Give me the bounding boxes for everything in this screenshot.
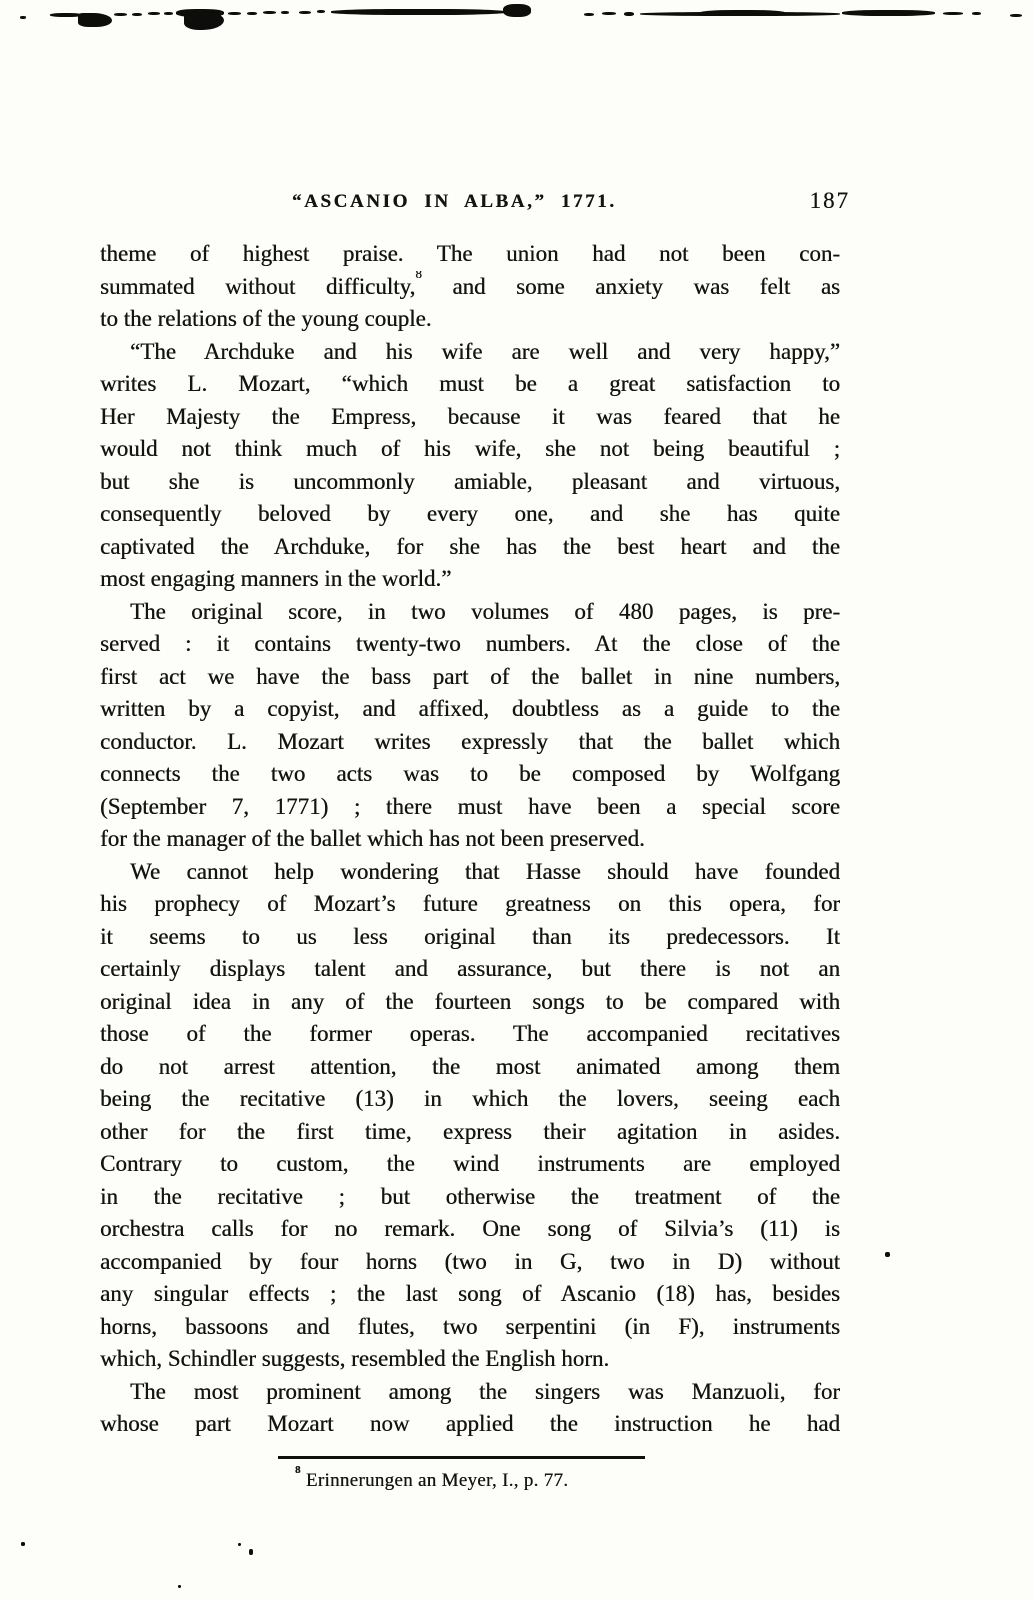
text-line: which, Schindler suggests, resembled the English horn.: [100, 1346, 610, 1371]
text-line: consequently beloved by every one, and she has quite: [100, 501, 840, 526]
text-line: would not think much of his wife, she not being beautiful ;: [100, 436, 840, 461]
footnote: [295, 1463, 715, 1492]
text-line: written by a copyist, and affixed, doubtless as a guide to the: [100, 696, 840, 721]
scan-artifact-mark: [20, 16, 26, 19]
text-line: but she is uncommonly amiable, pleasant and virtuous,: [100, 468, 840, 494]
scan-artifact-mark: [624, 12, 634, 16]
running-header: [100, 188, 850, 222]
text-line: The most prominent among the singers was Manzuoli, for: [130, 1378, 840, 1404]
ink-speck: [249, 1549, 253, 1555]
text-line: it seems to us less original than its predecessors. It: [100, 923, 840, 949]
text-line: most engaging manners in the world.”: [100, 566, 452, 591]
text-line: for the manager of the ballet which has not been preserved.: [100, 826, 645, 851]
scan-artifact-mark: [317, 10, 325, 13]
page-number: 187: [809, 188, 850, 213]
text-line: to the relations of the young couple.: [100, 306, 432, 331]
footnote-rule: [278, 1456, 645, 1459]
scan-artifact-mark: [281, 11, 289, 14]
text-line: any singular effects ; the last song of Ascanio (18) has, besides: [100, 1281, 840, 1306]
paragraph: [100, 238, 840, 336]
text-line: first act we have the bass part of the ballet in nine numbers,: [100, 663, 840, 689]
text-line: conductor. L. Mozart writes expressly that the ballet which: [100, 728, 840, 754]
body-text: [100, 238, 840, 1441]
scan-artifact-mark: [148, 12, 160, 15]
text-line: theme of highest praise. The union had not been con-: [100, 241, 840, 266]
scan-artifact-mark: [114, 13, 127, 16]
footnote-text: Erinnerungen an Meyer, I., p. 77.: [305, 1470, 569, 1491]
ink-speck: [178, 1585, 181, 1588]
scan-artifact-mark: [247, 12, 257, 15]
text-line: whose part Mozart now applied the instruction he had: [100, 1411, 840, 1436]
paragraph: [100, 336, 840, 596]
scan-artifact-mark: [164, 12, 173, 15]
text-line: orchestra calls for no remark. One song of Silvia’s (11) is: [100, 1216, 840, 1241]
text-line: “The Archduke and his wife are well and very happy,”: [130, 338, 840, 364]
text-line: served : it contains twenty-two numbers. At the close of the: [100, 631, 840, 656]
text-line: connects the two acts was to be composed by Wolfgang: [100, 761, 840, 786]
scan-artifact-mark: [1010, 14, 1022, 17]
scan-artifact-mark: [263, 11, 276, 14]
footnote-marker: 8: [295, 1463, 301, 1476]
paragraph: [100, 856, 840, 1376]
text-line: captivated the Archduke, for she has the best heart and the: [100, 533, 840, 559]
scan-artifact-mark: [842, 10, 935, 16]
scan-artifact-mark: [503, 4, 531, 17]
text-line: original idea in any of the fourteen songs to be compared with: [100, 988, 840, 1014]
text-line: writes L. Mozart, “which must be a great satisfaction to: [100, 371, 840, 396]
text-line: in the recitative ; but otherwise the treatment of the: [100, 1183, 840, 1209]
text-line: being the recitative (13) in which the lovers, seeing each: [100, 1086, 840, 1111]
text-line: (September 7, 1771) ; there must have been a special score: [100, 793, 840, 819]
scan-artifact-mark: [299, 11, 311, 14]
scan-artifact-mark: [184, 12, 224, 30]
ink-speck: [21, 1542, 25, 1546]
text-line: those of the former operas. The accompanied recitatives: [100, 1021, 840, 1046]
scan-artifact-mark: [331, 9, 505, 15]
text-line: We cannot help wondering that Hasse should have founded: [130, 858, 840, 884]
scan-artifact-mark: [78, 13, 112, 27]
footnote-reference: 8: [415, 270, 422, 281]
text-line: horns, bassoons and flutes, two serpentini (in F), instruments: [100, 1313, 840, 1339]
scan-artifact-mark: [228, 12, 241, 15]
text-line: other for the first time, express their agitation in asides.: [100, 1118, 840, 1144]
scan-artifact-mark: [132, 13, 142, 16]
chapter-title: “ASCANIO IN ALBA,” 1771.: [292, 191, 617, 212]
ink-speck: [885, 1252, 890, 1257]
text-line: The original score, in two volumes of 480 pages, is pre-: [130, 598, 840, 624]
scan-artifact-mark: [943, 12, 963, 15]
text-line: Contrary to custom, the wind instruments are employed: [100, 1151, 840, 1176]
text-line: his prophecy of Mozart’s future greatness on this opera, for: [100, 891, 840, 916]
scan-artifact-mark: [584, 13, 594, 16]
paragraph: [100, 596, 840, 856]
scan-artifact-mark: [602, 12, 616, 15]
scan-artifact-mark: [700, 10, 785, 16]
ink-speck: [238, 1543, 241, 1546]
text-line: summated without difficulty,$^8$ and some anxiety was felt as: [100, 271, 840, 304]
text-line: accompanied by four horns (two in G, two in D) without: [100, 1248, 840, 1274]
scan-artifact-mark: [972, 12, 981, 15]
text-line: do not arrest attention, the most animated among them: [100, 1053, 840, 1079]
text-line: certainly displays talent and assurance, but there is not an: [100, 956, 840, 981]
paragraph: [100, 1376, 840, 1441]
text-line: Her Majesty the Empress, because it was feared that he: [100, 403, 840, 429]
